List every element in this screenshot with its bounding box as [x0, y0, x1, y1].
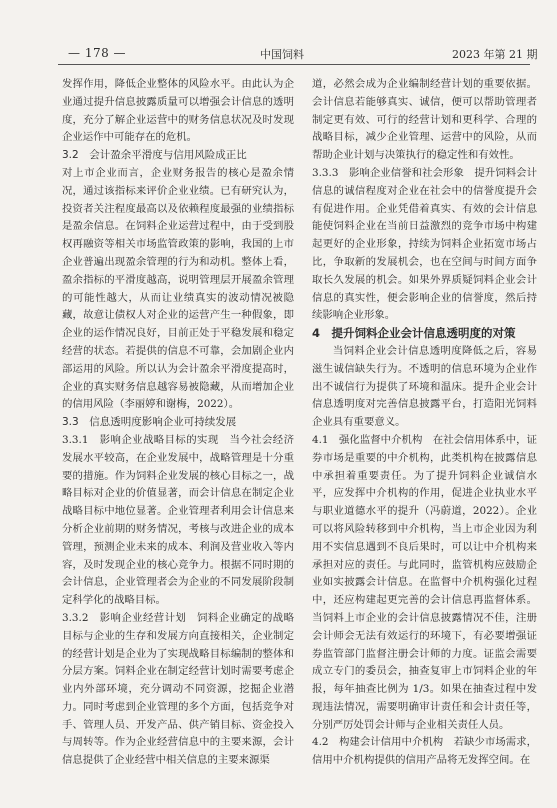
- journal-name: 中国饲料: [260, 48, 304, 61]
- issue-label: 2023 年第 21 期: [452, 48, 538, 61]
- body-paragraph: 发挥作用，降低企业整体的风险水平。由此认为企业通过提升信息披露质量可以增强会计信息的透明度，充分了解企业运营中的财务信息状况及时发现企业运作中可能存在的危机。: [62, 78, 294, 144]
- section-heading: 4 提升饲料企业会计信息透明度的对策: [312, 326, 516, 341]
- left-column: [62, 76, 294, 770]
- body-paragraph: 4.2 构建会计信用中介机构 若缺少市场需求，信用中介机构提供的信用产品将无发挥空间。在: [312, 736, 537, 767]
- body-paragraph: 4.1 强化监督中介机构 在社会信用体系中，证券市场是重要的中介机构，此类机构在披露信息中承担着重要责任。为了提升饲料企业诚信水平，应发挥中介机构的作用，促进企业执业水平与职业道德水平的提升（冯蔚道，2022）。企业可以将风险转移到中介机构，当上市企业因为利用不实信息遇到不良后果时，可以让中介机构来承担对应的责任。与此同时，监管机构应鼓励企业如实披露会计信息。在监督中介机构强化过程中，还应构建起更完善的会计信息再监督体系。当饲料上市企业的会计信息披露情况不佳，注册会计师会无法有效运行的环境下，有必要增强证券监管部门监督注册会计师的力度。证监会需要成立专门的委员会，抽查复审上市饲料企业的年报，每年抽查比例为 1/3。如果在抽查过程中发现违法情况，需要明确审计责任和会计责任等，分别严厉处罚会计师与企业相关责任人员。: [312, 433, 537, 731]
- subsection-heading: 3.3 信息透明度影响企业可持续发展: [62, 416, 237, 429]
- subsection-heading: 3.2 会计盈余平滑度与信用风险成正比: [62, 149, 247, 162]
- body-paragraph: 3.3.3 影响企业信誉和社会形象 提升饲料会计信息的诚信程度对企业在社会中的信誉度提升会有促进作用。企业凭借着真实、有效的会计信息能使饲料企业在当前日益激烈的竞争市场中构建起更好的企业形象，持续为饲料企业拓宽市场占比，争取新的发展机会，也在空间与时间方面争取长久发展的机会。如果外界质疑饲料企业会计信息的真实性，便会影响企业的信誉度，然后持续影响企业形象。: [312, 166, 537, 322]
- page-number: — 178 —: [68, 46, 127, 60]
- body-paragraph: 对上市企业而言，企业财务报告的核心是盈余情况，通过该指标来评价企业业绩。已有研究认为，投资者关注程度最高以及依赖程度最强的业绩指标是盈余信息。在饲料企业运营过程中，由于受到股权再融资等相关市场监管政策的影响，我国的上市企业普遍出现盈余管理的行为和动机。整体上看，盈余指标的平滑度越高，说明管理层开展盈余管理的可能性越大，从而让业绩真实的波动情况被隐藏，故意让债权人对企业的运营产生一种假象，即企业的运作情况良好，目前正处于平稳发展和稳定经营的状态。若提供的信息不可靠，会加剧企业内部运用的风险。所以认为会计盈余平滑度提高时，企业的真实财务信息越容易被隐藏，从而增加企业的信用风险（李丽婷和谢梅，2022）。: [62, 166, 294, 411]
- body-paragraph: 道，必然会成为企业编制经营计划的重要依据。会计信息若能够真实、诚信，便可以帮助管理者制定更有效、可行的经营计划和更科学、合理的战略目标，减少企业管理、运营中的风险，从而帮助企业计划与决策执行的稳定性和有效性。: [312, 78, 537, 162]
- header-rule: [58, 64, 530, 65]
- body-paragraph: 3.3.2 影响企业经营计划 饲料企业确定的战略目标与企业的生存和发展方向直接相关，企业制定的经营计划是企业为了实现战略目标编制的整体和分层方案。饲料企业在制定经营计划时需要考虑企业内外部环境，充分调动不同资源，挖掘企业潜力。同时考虑到企业管理的多个方面，包括竞争对手、管理人员、开发产品、供产销目标、资金投入与周转等。作为企业经营信息中的主要来源，会计信息提供了企业经营中相关信息的主要来源渠: [62, 611, 294, 767]
- body-paragraph: 当饲料企业会计信息透明度降低之后，容易滋生诚信缺失行为。不透明的信息环境为企业作出不诚信行为提供了环境和温床。提升企业会计信息透明度对完善信息披露平台，打造阳光饲料企业具有重要意义。: [312, 344, 537, 429]
- right-column: [312, 76, 537, 770]
- page-header: [0, 0, 557, 64]
- body-paragraph: 3.3.1 影响企业战略目标的实现 当今社会经济发展水平较高，在企业发展中，战略管理是十分重要的措施。作为饲料企业发展的核心目标之一，战略目标对企业的价值显著，而会计信息在制定企业战略目标中地位显著。企业管理者利用会计信息来分析企业前期的财务情况，考核与改进企业的成本管理，预测企业未来的成本、利润及营业收入等内容，及时发现企业的核心竞争力。根据不同时期的会计信息，企业管理者会为企业的不同发展阶段制定科学化的战略目标。: [62, 433, 294, 607]
